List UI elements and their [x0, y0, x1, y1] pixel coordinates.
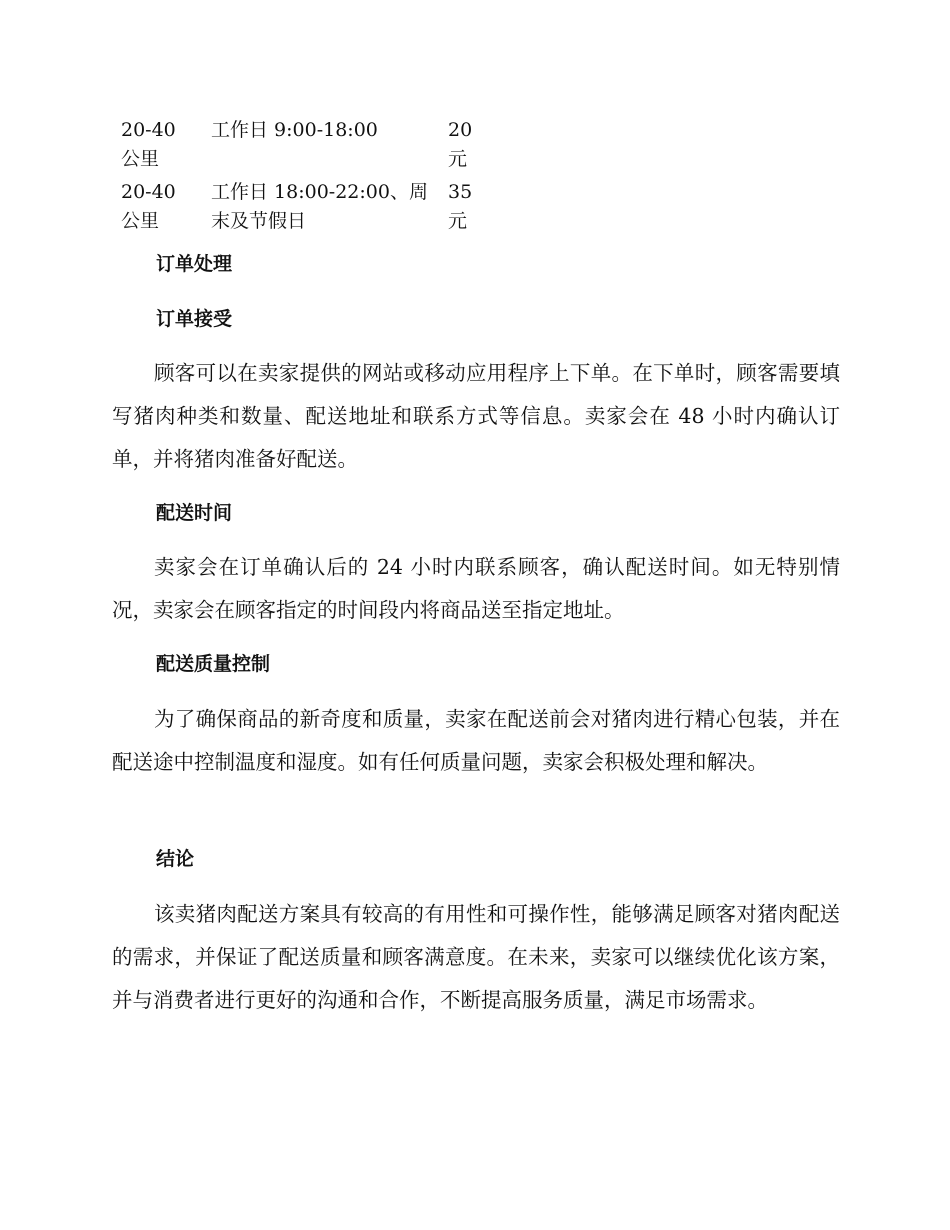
price-cell: 35 元: [448, 181, 473, 232]
order-accept-paragraph: 顾客可以在卖家提供的网站或移动应用程序上下单。在下单时，顾客需要填写猪肉种类和数量、配送地址和联系方式等信息。卖家会在 48 小时内确认订单，并将猪肉准备好配送。: [112, 361, 840, 471]
delivery-time-heading: 配送时间: [156, 502, 233, 524]
table-row: [121, 174, 478, 236]
quality-control-paragraph: 为了确保商品的新奇度和质量，卖家在配送前会对猪肉进行精心包装，并在配送途中控制温度和湿度。如有任何质量问题，卖家会积极处理和解决。: [112, 707, 840, 774]
time-cell: 工作日 18:00-22:00、周 末及节假日: [211, 181, 428, 232]
distance-cell: 20-40 公里: [121, 119, 176, 170]
table-row: [121, 116, 478, 174]
price-cell: 20 元: [448, 119, 473, 170]
conclusion-paragraph: 该卖猪肉配送方案具有较高的有用性和可操作性，能够满足顾客对猪肉配送的需求，并保证了配送质量和顾客满意度。在未来，卖家可以继续优化该方案，并与消费者进行更好的沟通和合作，不断提高服务质量，满足市场需求。: [112, 902, 840, 1012]
quality-control-heading: 配送质量控制: [156, 653, 271, 675]
delivery-time-paragraph: 卖家会在订单确认后的 24 小时内联系顾客，确认配送时间。如无特别情况，卖家会在顾客指定的时间段内将商品送至指定地址。: [112, 555, 840, 622]
time-cell: 工作日 9:00-18:00: [211, 119, 378, 141]
conclusion-heading: 结论: [156, 848, 195, 870]
order-accept-heading: 订单接受: [156, 308, 233, 330]
distance-cell: 20-40 公里: [121, 181, 176, 232]
order-processing-heading: 订单处理: [156, 253, 233, 275]
delivery-rate-table: [121, 116, 478, 236]
